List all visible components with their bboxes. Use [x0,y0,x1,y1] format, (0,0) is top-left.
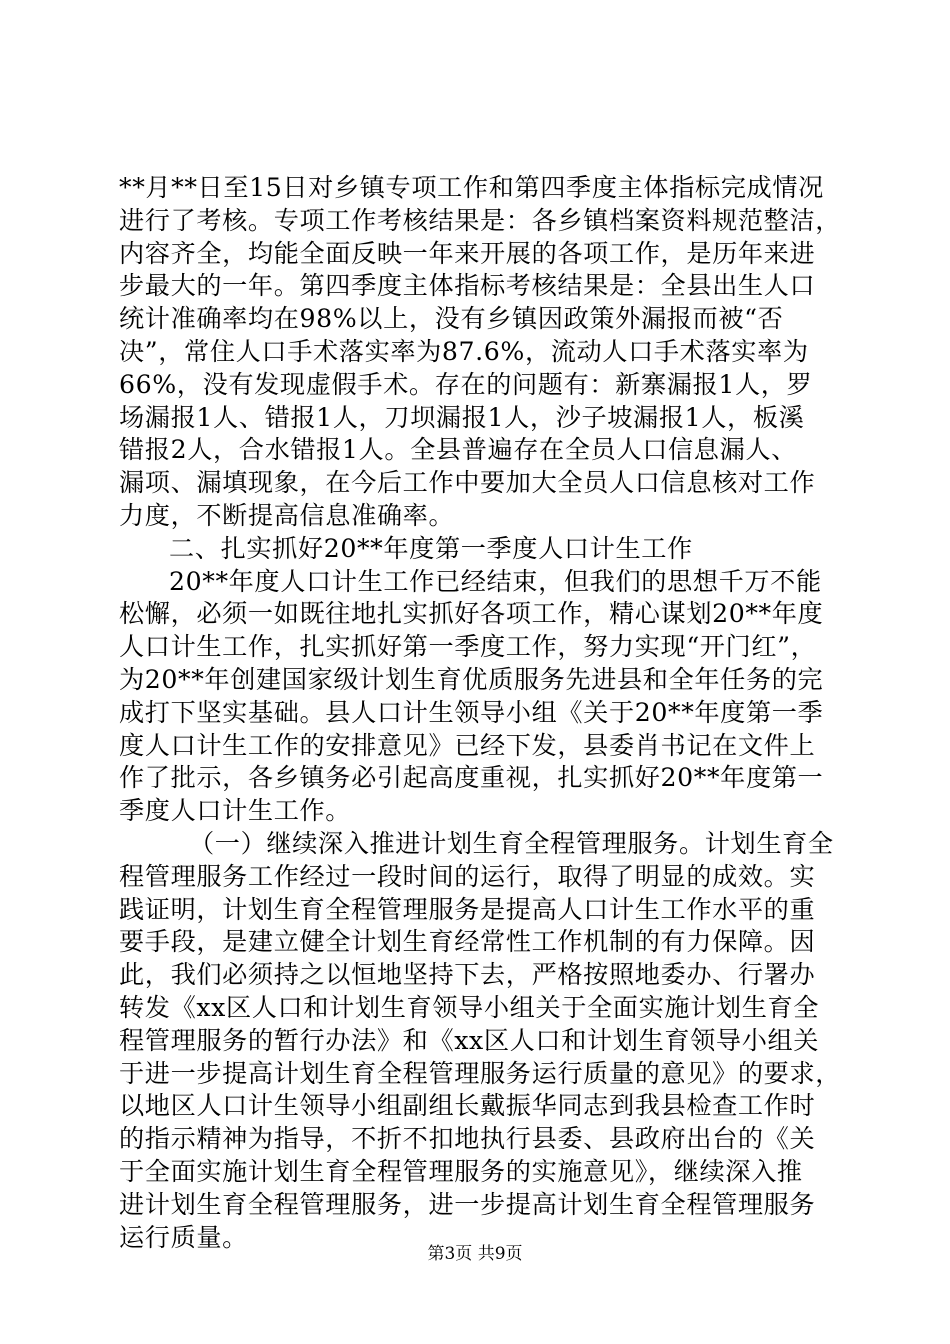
text-line: 要手段，是建立健全计划生育经常性工作机制的有力保障。因 [119,927,816,957]
text-line: 漏项、漏填现象，在今后工作中要加大全员人口信息核对工作 [119,468,816,498]
text-line: 季度人口计生工作。 [119,796,352,826]
text-line: （一）继续深入推进计划生育全程管理服务。计划生育全 [189,828,834,858]
text-line: 度人口计生工作的安排意见》已经下发，县委肖书记在文件上 [119,730,816,760]
section-heading-line: 二、扎实抓好20**年度第一季度人口计生工作 [169,533,693,563]
page-footer: 第3页 共9页 [427,1244,523,1264]
text-line: 为20**年创建国家级计划生育优质服务先进县和全年任务的完 [119,664,824,694]
text-line: 决”，常住人口手术落实率为87.6%，流动人口手术落实率为 [119,336,809,366]
text-line: 程管理服务的暂行办法》和《xx区人口和计划生育领导小组关 [119,1025,820,1055]
text-line: 作了批示，各乡镇务必引起高度重视，扎实抓好20**年度第一 [119,763,824,793]
text-line: 此，我们必须持之以恒地坚持下去，严格按照地委办、行署办 [119,960,816,990]
text-line: 统计准确率均在98%以上，没有乡镇因政策外漏报而被“否 [119,304,784,334]
text-line: 程管理服务工作经过一段时间的运行，取得了明显的成效。实 [119,861,816,891]
text-line: 66%，没有发现虚假手术。存在的问题有：新寨漏报1人，罗 [119,369,813,399]
text-line: 进行了考核。专项工作考核结果是：各乡镇档案资料规范整洁， [119,205,842,235]
text-line: 以地区人口计生领导小组副组长戴振华同志到我县检查工作时 [119,1091,816,1121]
text-line: 20**年度人口计生工作已经结束，但我们的思想千万不能 [169,566,822,596]
text-line: 的指示精神为指导，不折不扣地执行县委、县政府出台的《关 [119,1124,816,1154]
text-line: 进计划生育全程管理服务，进一步提高计划生育全程管理服务 [119,1189,816,1219]
text-line: 践证明，计划生育全程管理服务是提高人口计生工作水平的重 [119,894,816,924]
text-line: 成打下坚实基础。县人口计生领导小组《关于20**年度第一季 [119,697,824,727]
text-line: 内容齐全，均能全面反映一年来开展的各项工作，是历年来进 [119,238,816,268]
text-line: 力度，不断提高信息准确率。 [119,500,455,530]
text-line: 错报2人，合水错报1人。全县普遍存在全员人口信息漏人、 [119,435,797,465]
text-line: 步最大的一年。第四季度主体指标考核结果是：全县出生人口 [119,271,816,301]
text-line: **月**日至15日对乡镇专项工作和第四季度主体指标完成情况 [119,173,824,202]
text-line: 于进一步提高计划生育全程管理服务运行质量的意见》的要求， [119,1058,842,1088]
text-line: 松懈，必须一如既往地扎实抓好各项工作，精心谋划20**年度 [119,599,824,629]
document-body [119,172,842,1254]
text-line: 于全面实施计划生育全程管理服务的实施意见》，继续深入推 [119,1156,803,1186]
text-line: 转发《xx区人口和计划生育领导小组关于全面实施计划生育全 [119,992,820,1022]
text-line: 运行质量。 [119,1222,248,1252]
text-line: 人口计生工作，扎实抓好第一季度工作，努力实现“开门红”， [119,632,817,662]
text-line: 场漏报1人、错报1人，刀坝漏报1人，沙子坡漏报1人，板溪 [119,402,805,432]
